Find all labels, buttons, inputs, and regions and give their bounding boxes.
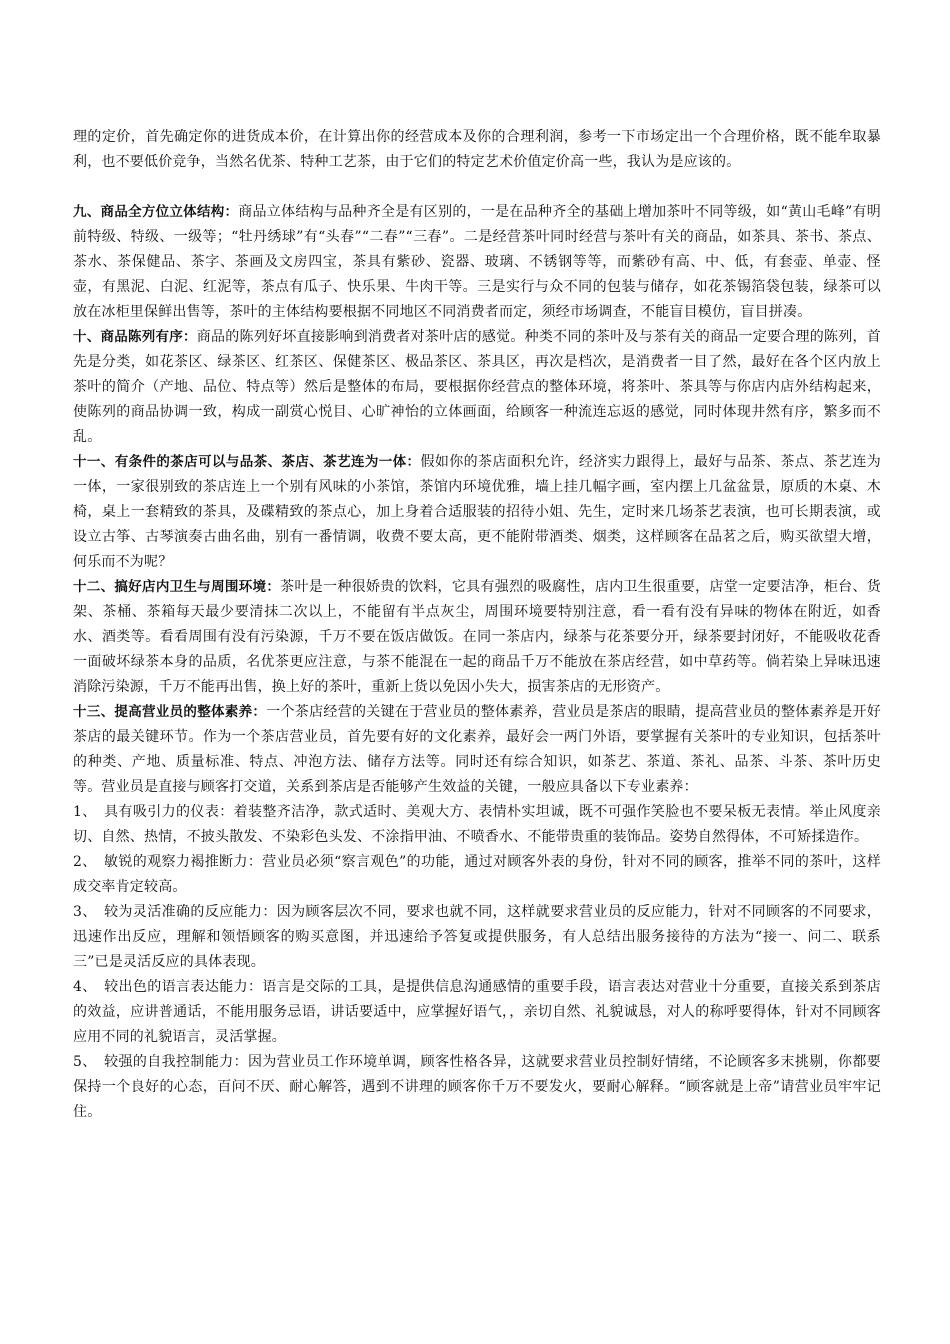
intro-paragraph: 理的定价，首先确定你的进货成本价，在计算出你的经营成本及你的合理利润，参考一下市场定出一个合理价格，既不能牟取暴利，也不要低价竞争，当然名优茶、特种工艺茶，由于它们的特定艺术价值定价高一些，我认为是应该的。	[73, 129, 881, 170]
section-body: 一个茶店经营的关键在于营业员的整体素养，营业员是茶店的眼睛，提高营业员的整体素养是开好茶店的最关键环节。作为一个茶店营业员，首先要有好的文化素养，最好会一两门外语，要掌握有关茶叶的专业知识，包括茶叶的种类、产地、质量标准、特点、冲泡方法、储存方法等。同时还有综合知识，如茶艺、茶道、茶礼、品茶、斗茶、茶叶历史等。营业员是直接与顾客打交道，关系到茶店是否能够产生效益的关键，一般应具备以下专业素养：	[73, 704, 881, 795]
list-item: 2、 敏锐的观察力褐推断力：营业员必须“察言观色”的功能，通过对顾客外表的身份，针对不同的顾客，推举不同的茶叶，这样成交率肯定较高。	[73, 854, 881, 895]
section-body: 假如你的茶店面积允许，经济实力跟得上，最好与品茶、茶点、茶艺连为一体，一家很别致的茶店连上一个别有风味的小茶馆，茶馆内环境优雅，墙上挂几幅字画，室内摆上几盆盆景，原质的木桌、木椅，桌上一套精致的茶具，及碟精致的茶点心，加上身着合适服装的招待小姐、先生，定时来几场茶艺表演，也可长期表演，或设立古筝、古琴演奏古曲名曲，别有一番情调，收费不要太高，更不能附带酒类、烟类，这样顾客在品茗之后，购买欲望大增，何乐而不为呢？	[73, 454, 881, 570]
section-heading: 十一、有条件的茶店可以与品茶、茶店、茶艺连为一体：	[73, 454, 421, 470]
section-body: 商品的陈列好坏直接影响到消费者对茶叶店的感觉。种类不同的茶叶及与茶有关的商品一定要合理的陈列，首先是分类，如花茶区、绿茶区、红茶区、保健茶区、极品茶区、茶具区，再次是档次，是消费者一目了然，最好在各个区内放上茶叶的简介（产地、品位、特点等）然后是整体的布局，要根据你经营点的整体环境，将茶叶、茶具等与你店内店外结构起来，使陈列的商品协调一致，构成一副赏心悦目、心旷神怡的立体画面，给顾客一种流连忘返的感觉，同时体现井然有序，繁多而不乱。	[73, 329, 881, 445]
section-body: 茶叶是一种很娇贵的饮料，它具有强烈的吸腐性，店内卫生很重要，店堂一定要洁净，柜台、货架、茶桶、茶箱每天最少要清抹二次以上，不能留有半点灰尘，周围环境要特别注意，看一看有没有异味的物体在附近，如香水、酒类等。看看周围有没有污染源，千万不要在饭店做饭。在同一茶店内，绿茶与花茶要分开，绿茶要封闭好，不能吸收花香一面破坏绿茶本身的品质，名优茶更应注意，与茶不能混在一起的商品千万不能放在茶店经营，如中草药等。倘若染上异味迅速消除污染源，千万不能再出售，换上好的茶叶，重新上货以免因小失大，损害茶店的无形资产。	[73, 579, 881, 695]
section-heading: 十三、提高营业员的整体素养：	[73, 704, 267, 720]
section-9	[73, 200, 881, 325]
section-heading: 十、商品陈列有序：	[73, 329, 197, 345]
document-page	[73, 125, 881, 1125]
section-heading: 十二、搞好店内卫生与周围环境：	[73, 579, 281, 595]
list-item: 3、 较为灵活准确的反应能力：因为顾客层次不同，要求也就不同，这样就要求营业员的反应能力，针对不同顾客的不同要求，迅速作出反应，理解和领悟顾客的购买意图，并迅速给予答复或提供服务，有人总结出服务接待的方法为“接一、问二、联系三”已是灵活反应的具体表现。	[73, 904, 881, 970]
list-item: 1、 具有吸引力的仪表：着装整齐洁净，款式适时、美观大方、表情朴实坦诚，既不可强作笑脸也不要呆板无表情。举止风度亲切、自然、热情，不披头散发、不染彩色头发、不涂指甲油、不喷香水、不能带贵重的装饰品。姿势自然得体，不可矫揉造作。	[73, 804, 881, 845]
section-13	[73, 700, 881, 800]
section-heading: 九、商品全方位立体结构：	[73, 204, 239, 220]
list-item: 5、 较强的自我控制能力：因为营业员工作环境单调，顾客性格各异，这就要求营业员控制好情绪，不论顾客多末挑剔，你都要保持一个良好的心态，百问不厌、耐心解答，遇到不讲理的顾客你千万不要发火，要耐心解释。“顾客就是上帝”请营业员牢牢记住。	[73, 1054, 881, 1120]
section-body: 商品立体结构与品种齐全是有区别的，一是在品种齐全的基础上增加茶叶不同等级，如“黄山毛峰”有明前特级、特级、一级等；“牡丹绣球”有“头春”“二春”“三春”。二是经营茶叶同时经营与茶叶有关的商品，如茶具、茶书、茶点、茶水、茶保健品、茶字、茶画及文房四宝，茶具有紫砂、瓷器、玻璃、不锈钢等等，而紫砂有高、中、低，有套壶、单壶、怪壶，有黑泥、白泥、红泥等，茶点有瓜子、快乐果、牛肉干等。三是实行与众不同的包装与储存，如花茶锡箔袋包装，绿茶可以放在冰柜里保鲜出售等，茶叶的主体结构要根据不同地区不同消费者而定，须经市场调查，不能盲目模仿，盲目拼凑。	[73, 204, 881, 320]
section-11	[73, 450, 881, 575]
section-10	[73, 325, 881, 450]
list-item: 4、 较出色的语言表达能力：语言是交际的工具，是提供信息沟通感情的重要手段，语言表达对营业十分重要，直接关系到茶店的效益，应讲普通话，不能用服务忌语，讲话要适中，应掌握好语气，，亲切自然、礼貌诚恳，对人的称呼要得体，针对不同顾客应用不同的礼貌语言，灵活掌握。	[73, 979, 881, 1045]
section-12	[73, 575, 881, 700]
blank-line	[73, 175, 881, 200]
